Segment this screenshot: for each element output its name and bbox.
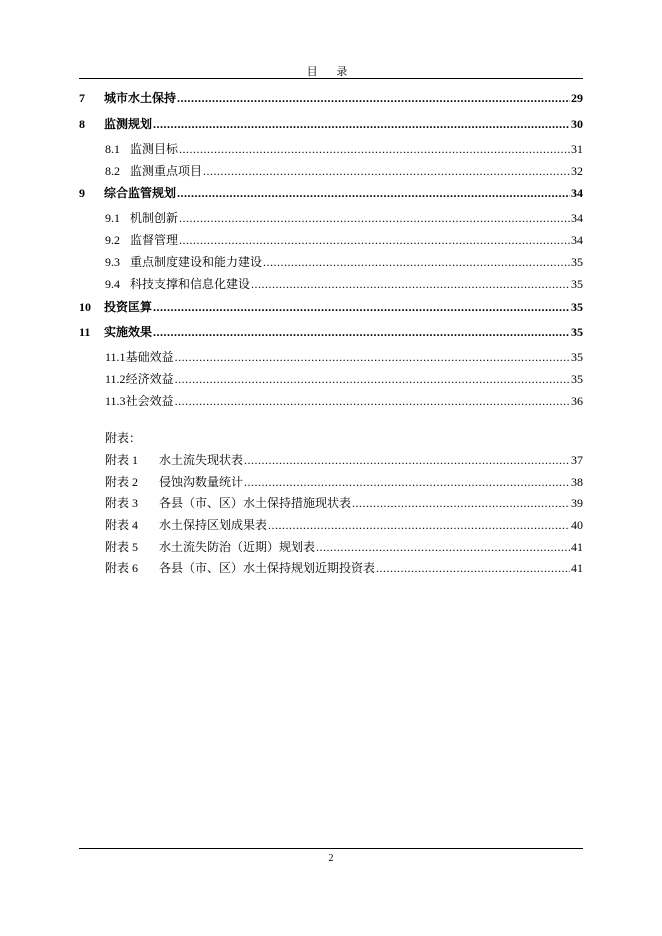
toc-entry-page: 35 (571, 372, 583, 386)
toc-entry[interactable] (79, 163, 583, 179)
toc-entry-title: 监测目标 (130, 142, 179, 156)
toc-leader-dots (175, 349, 570, 365)
toc-entry-page: 31 (571, 142, 583, 156)
toc-leader-dots (153, 116, 570, 132)
toc-entry-number: 11.2 (105, 372, 126, 386)
annex-entry-page: 40 (571, 518, 583, 532)
annex-entry-title: 水土保持区划成果表 (159, 518, 268, 532)
toc-leader-dots (316, 539, 570, 555)
toc-entry-page: 35 (571, 277, 583, 291)
toc-entry-title: 科技支撑和信息化建设 (130, 277, 251, 291)
toc-leader-dots (177, 185, 570, 201)
toc-entry-page: 36 (571, 394, 583, 408)
toc-entry-number: 9.3 (105, 255, 120, 269)
toc-entry-page: 35 (571, 255, 583, 269)
page-number: 2 (328, 853, 334, 864)
toc-entry[interactable] (79, 299, 583, 315)
toc-entry-page: 35 (571, 325, 583, 339)
toc-entry-title: 实施效果 (104, 325, 153, 339)
toc-entry[interactable] (79, 324, 583, 340)
header-divider (79, 78, 583, 79)
toc-entry[interactable] (79, 141, 583, 157)
toc-entry-title: 机制创新 (130, 211, 179, 225)
annex-entry-number: 附表 5 (105, 540, 139, 554)
toc-entry[interactable] (79, 276, 583, 292)
toc-entry[interactable] (79, 90, 583, 106)
toc-leader-dots (175, 371, 570, 387)
toc-entry-title: 经济效益 (125, 372, 174, 386)
toc-leader-dots (244, 474, 570, 490)
annex-entry-number: 附表 1 (105, 453, 139, 467)
page-header-title: 目 录 (306, 66, 356, 78)
toc-entry-page: 35 (571, 350, 583, 364)
toc-entry-number: 8.1 (105, 142, 120, 156)
toc-entry-number: 9 (79, 186, 85, 200)
toc-leader-dots (179, 210, 570, 226)
annex-entry[interactable] (79, 560, 583, 576)
annex-entry-page: 39 (571, 496, 583, 510)
toc-entry-title: 监测重点项目 (130, 164, 203, 178)
toc-entry[interactable] (79, 393, 583, 409)
annex-entry-number: 附表 4 (105, 518, 139, 532)
toc-entry-number: 9.4 (105, 277, 120, 291)
annex-entry[interactable] (79, 517, 583, 533)
toc-entry[interactable] (79, 116, 583, 132)
annex-entry-title: 各县（市、区）水土保持措施现状表 (159, 496, 352, 510)
toc-entry-number: 11.1 (105, 350, 126, 364)
toc-entry-page: 35 (571, 300, 583, 314)
toc-entry-number: 11.3 (105, 394, 126, 408)
toc-entry-page: 32 (571, 164, 583, 178)
toc-entry-number: 11 (79, 325, 91, 339)
toc-leader-dots (352, 495, 570, 511)
toc-entry-number: 8 (79, 117, 85, 131)
annex-entry[interactable] (79, 495, 583, 511)
annex-entry-title: 水土流失防治（近期）规划表 (159, 540, 316, 554)
toc-leader-dots (177, 90, 570, 106)
toc-entry-page: 34 (571, 233, 583, 247)
toc-entry[interactable] (79, 210, 583, 226)
footer-divider (79, 848, 583, 849)
toc-entry-title: 城市水土保持 (104, 91, 177, 105)
annex-entry-title: 各县（市、区）水土保持规划近期投资表 (159, 561, 376, 575)
toc-entry-page: 29 (571, 91, 583, 105)
toc-leader-dots (244, 452, 570, 468)
toc-entry-number: 10 (79, 300, 91, 314)
annex-entry[interactable] (79, 539, 583, 555)
toc-entry[interactable] (79, 349, 583, 365)
toc-leader-dots (175, 393, 570, 409)
annex-entry-number: 附表 3 (105, 496, 139, 510)
toc-entry[interactable] (79, 254, 583, 270)
toc-leader-dots (153, 299, 570, 315)
toc-leader-dots (203, 163, 570, 179)
annex-entry-page: 41 (571, 540, 583, 554)
toc-entry-title: 综合监管规划 (104, 186, 177, 200)
toc-entry-number: 8.2 (105, 164, 120, 178)
toc-entry[interactable] (79, 371, 583, 387)
toc-leader-dots (268, 517, 570, 533)
toc-entry-number: 9.1 (105, 211, 120, 225)
toc-entry[interactable] (79, 185, 583, 201)
toc-leader-dots (263, 254, 570, 270)
annex-entry-page: 37 (571, 453, 583, 467)
toc-leader-dots (179, 141, 570, 157)
annex-entry-title: 水土流失现状表 (159, 453, 244, 467)
annex-heading: 附表： (105, 431, 142, 445)
toc-entry-title: 基础效益 (125, 350, 174, 364)
toc-entry-number: 9.2 (105, 233, 120, 247)
toc-entry-title: 重点制度建设和能力建设 (130, 255, 263, 269)
toc-entry-title: 监测规划 (104, 117, 153, 131)
toc-leader-dots (376, 560, 570, 576)
annex-entry-page: 38 (571, 475, 583, 489)
annex-entry-number: 附表 6 (105, 561, 139, 575)
toc-entry-page: 34 (571, 211, 583, 225)
toc-entry[interactable] (79, 232, 583, 248)
toc-leader-dots (153, 324, 570, 340)
annex-entry-page: 41 (571, 561, 583, 575)
toc-entry-page: 30 (571, 117, 583, 131)
toc-entry-title: 社会效益 (125, 394, 174, 408)
toc-entry-title: 投资匡算 (104, 300, 153, 314)
annex-entry-number: 附表 2 (105, 475, 139, 489)
annex-entry[interactable] (79, 452, 583, 468)
annex-entry-title: 侵蚀沟数量统计 (159, 475, 244, 489)
toc-leader-dots (179, 232, 570, 248)
toc-entry-page: 34 (571, 186, 583, 200)
annex-entry[interactable] (79, 474, 583, 490)
toc-entry-number: 7 (79, 91, 85, 105)
toc-leader-dots (251, 276, 570, 292)
toc-entry-title: 监督管理 (130, 233, 179, 247)
